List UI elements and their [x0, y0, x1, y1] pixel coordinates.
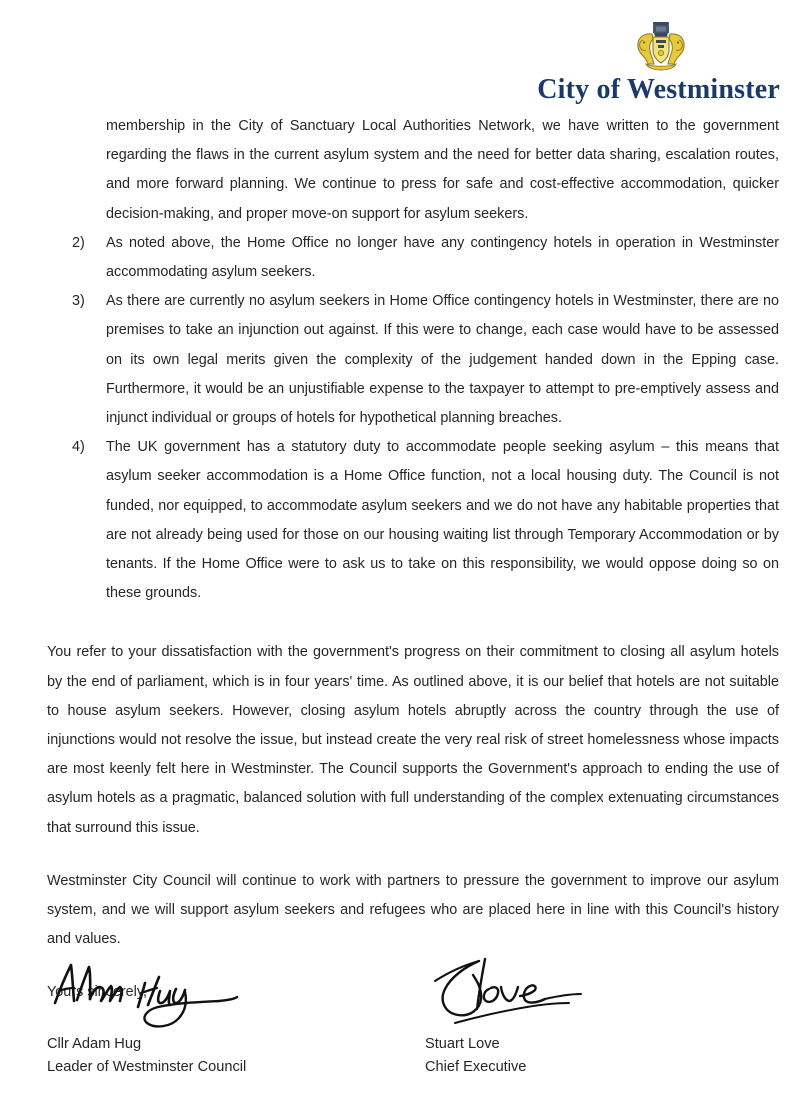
signature-block-chief-executive: [425, 955, 785, 1079]
spacer: [0, 843, 800, 867]
numbered-list: [0, 229, 800, 609]
body-paragraph-2: Westminster City Council will continue to work with partners to pressure the government to improve our asylum system, and we will support asylum seekers and refugees who are placed here in line with this Council's history and values.: [47, 872, 779, 948]
signatory-title: Chief Executive: [425, 1059, 527, 1075]
letterhead: [0, 0, 800, 112]
continued-paragraph: membership in the City of Sanctuary Local Authorities Network, we have written to the government regarding the flaws in the current asylum system and the need for better data sharing, escalation routes, and more forward planning. We continue to press for safe and cost-effective accommodation, quicker decision-making, and proper move-on support for asylum seekers.: [106, 118, 779, 222]
list-item: [0, 433, 779, 608]
list-item: [0, 229, 779, 287]
signature-row: [0, 955, 800, 1105]
body-paragraph-1: You refer to your dissatisfaction with the government's progress on their commitment to closing all asylum hotels by the end of parliament, which is in four years' time. As outlined above, it is our belief that hotels are not suitable to house asylum seekers. However, closing asylum hotels abruptly across the country through the use of injunctions would not resolve the issue, but instead create the very real risk of street homelessness whose impacts are most keenly felt here in Westminster. The Council supports the Government's approach to ending the use of asylum hotels as a pragmatic, balanced solution with full understanding of the complex extenuating circumstances that surround this issue.: [47, 644, 779, 836]
closing-salutation: Yours sincerely,: [47, 984, 147, 1001]
document-body: [0, 112, 800, 1008]
list-item-text: The UK government has a statutory duty to accommodate people seeking asylum – this means that asylum seeker accommodation is a Home Office function, not a local housing duty. The Council is not funded, nor equipped, to accommodate asylum seekers and we do not have any habitable properties that are not already being used for those on our housing waiting list through Temporary Accommodation or by tenants. If the Home Office were to ask us to take on this responsibility, we would oppose doing so on these grounds.: [106, 439, 779, 602]
stuart-love-signature-icon: [425, 955, 675, 1033]
spacer: [0, 608, 800, 638]
signatory-name: Stuart Love: [425, 1036, 500, 1052]
coat-of-arms-icon: [632, 20, 690, 74]
list-item-text: As noted above, the Home Office no longer have any contingency hotels in operation in Westminster accommodating asylum seekers.: [106, 234, 779, 281]
list-item-marker: 4): [72, 439, 85, 456]
signatory-title: Leader of Westminster Council: [47, 1059, 247, 1075]
signatory-name: Cllr Adam Hug: [47, 1036, 142, 1052]
brand-name: City of Westminster: [537, 74, 780, 105]
list-item-marker: 2): [72, 234, 85, 251]
list-item-text: As there are currently no asylum seekers in Home Office contingency hotels in Westminster, there are no premises to take an injunction out against. If this were to change, each case would have to be assessed on its own legal merits given the complexity of the judgement handed down in the Epping case. Furthermore, it would be an unjustifiable expense to the taxpayer to attempt to pre-emptively assess and injunct individual or groups of hotels for hypothetical planning breaches.: [106, 293, 779, 427]
signature-block-leader: [47, 955, 407, 1079]
list-item-marker: 3): [72, 293, 85, 310]
list-item: [0, 287, 779, 433]
adam-hug-signature-icon: [47, 955, 297, 1033]
